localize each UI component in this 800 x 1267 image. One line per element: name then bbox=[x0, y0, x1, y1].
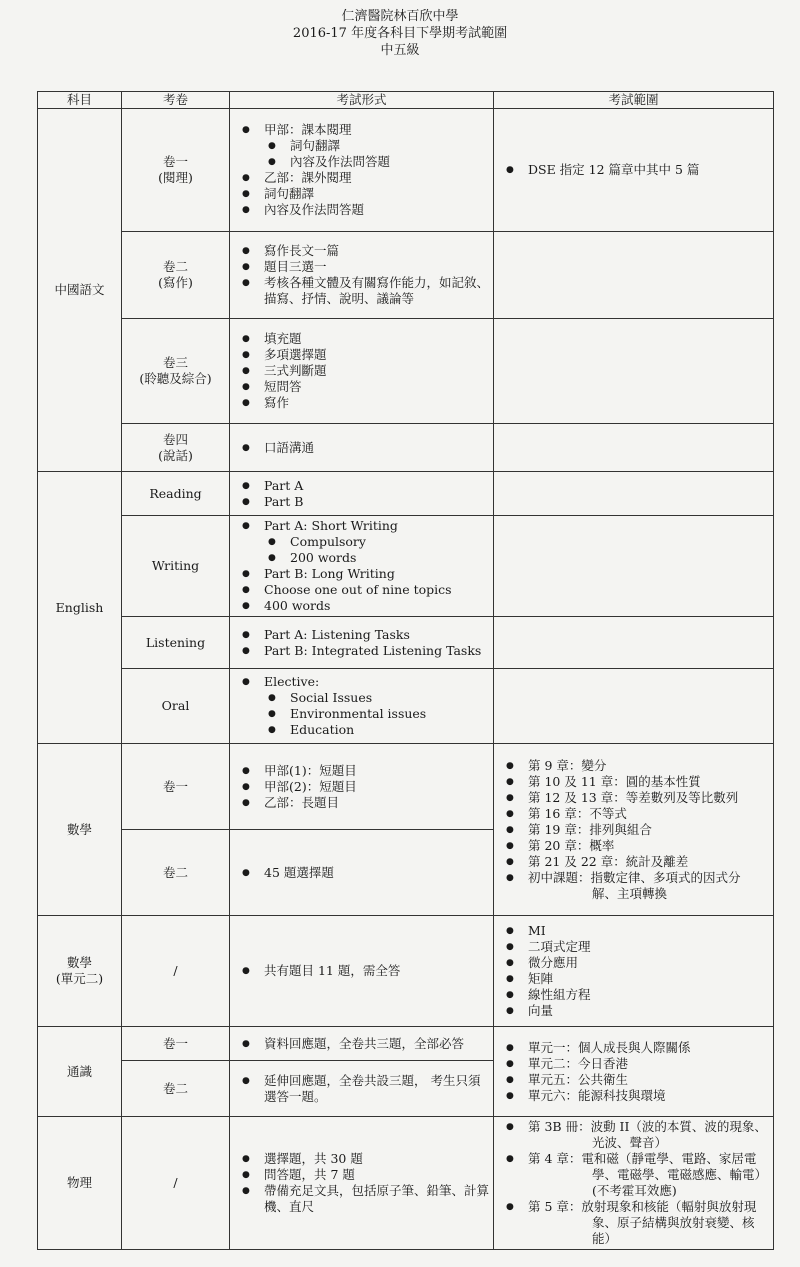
list-item bbox=[242, 643, 489, 659]
paper-cell bbox=[122, 424, 230, 472]
list-item-text: 第 12 及 13 章：等差數列及等比數列 bbox=[528, 789, 739, 805]
list-item bbox=[506, 1003, 769, 1019]
list-item bbox=[242, 259, 489, 275]
list-item bbox=[506, 971, 769, 987]
paper-subtitle: (寫作) bbox=[158, 275, 193, 290]
list-item-text: 向量 bbox=[528, 1003, 554, 1018]
format-cell bbox=[230, 669, 494, 744]
paper-cell: Writing bbox=[122, 516, 230, 617]
list-item bbox=[242, 395, 489, 411]
list-item bbox=[242, 186, 489, 202]
paper-name: 卷一 bbox=[162, 154, 188, 169]
grade-label: 中五級 bbox=[380, 43, 420, 58]
list-item-text: 三式判斷題 bbox=[264, 363, 327, 378]
table-row bbox=[38, 1117, 774, 1250]
list-item-text: DSE 指定 12 篇章中其中 5 篇 bbox=[528, 162, 700, 177]
list-item bbox=[242, 598, 489, 614]
list-item-text: 單元一：個人成長與人際關係 bbox=[528, 1039, 691, 1055]
list-item-text: 多項選擇題 bbox=[264, 347, 327, 362]
list-item bbox=[506, 1151, 769, 1199]
list-item-text: 第 5 章：放射現象和核能（輻射與放射現 bbox=[528, 1199, 757, 1214]
list-item-text: Social Issues bbox=[290, 690, 373, 705]
list-item bbox=[506, 870, 769, 902]
format-cell bbox=[230, 617, 494, 669]
list-item-text: 單元五：公共衛生 bbox=[528, 1071, 629, 1087]
list-item-text: 第 3B 冊：波動 II（波的本質、波的現象、 bbox=[528, 1119, 767, 1134]
list-item-text: 延伸回應題，全卷共設三題， 考生只須選答一題。 bbox=[264, 1072, 481, 1104]
list-item-text: Part A: Short Writing bbox=[264, 518, 398, 533]
format-list bbox=[234, 1073, 489, 1105]
list-item-text: 第 16 章：不等式 bbox=[528, 805, 627, 821]
list-item-text: 問答題，共 7 題 bbox=[264, 1167, 355, 1182]
list-item bbox=[242, 1151, 489, 1167]
list-item bbox=[242, 865, 489, 881]
list-item bbox=[242, 795, 489, 811]
list-item bbox=[242, 478, 489, 494]
table-row bbox=[38, 617, 774, 669]
list-item bbox=[506, 790, 769, 806]
list-item-text: 45 題選擇題 bbox=[264, 864, 334, 880]
list-item-text: 單元二：今日香港 bbox=[528, 1055, 629, 1071]
subject-name: 數學 bbox=[66, 955, 92, 970]
list-item bbox=[242, 331, 489, 347]
paper-subtitle: (聆聽及綜合) bbox=[139, 371, 212, 386]
list-item-text: 第 21 及 22 章：統計及離差 bbox=[528, 853, 689, 869]
list-item bbox=[242, 122, 489, 138]
paper-name: 卷二 bbox=[162, 259, 188, 274]
list-item-text: Environmental issues bbox=[290, 706, 427, 721]
format-list bbox=[234, 865, 489, 881]
list-item-text: 甲部：課本閱理 bbox=[264, 122, 352, 137]
list-item bbox=[242, 779, 489, 795]
list-item-text: 第 4 章：電和磁（靜電學、電路、家居電 bbox=[528, 1151, 757, 1166]
school-name: 仁濟醫院林百欣中學 bbox=[341, 9, 459, 24]
format-list bbox=[234, 478, 489, 510]
list-item-text: 第 19 章：排列與組合 bbox=[528, 821, 652, 837]
table-row bbox=[38, 109, 774, 232]
list-item bbox=[506, 806, 769, 822]
col-header-subject: 科目 bbox=[38, 92, 122, 109]
paper-cell: 卷二 bbox=[122, 830, 230, 916]
list-item-text: 初中課題：指數定律、多項式的因式分 bbox=[528, 869, 741, 885]
list-item-text: Part A bbox=[264, 477, 304, 493]
list-item-text: 短問答 bbox=[264, 379, 302, 394]
format-cell bbox=[230, 744, 494, 830]
list-item bbox=[242, 674, 489, 690]
list-item-continuation: 光波、聲音） bbox=[592, 1135, 668, 1150]
list-item-continuation: 象、原子結構與放射衰變、核能） bbox=[592, 1215, 755, 1246]
list-item-text: 甲部(1)：短題目 bbox=[264, 762, 357, 778]
list-item bbox=[242, 379, 489, 395]
format-cell bbox=[230, 472, 494, 516]
list-item bbox=[242, 363, 489, 379]
subject-m2 bbox=[38, 916, 122, 1027]
format-cell bbox=[230, 424, 494, 472]
list-item bbox=[506, 1072, 769, 1088]
format-cell bbox=[230, 1027, 494, 1061]
list-item-text: 口語溝通 bbox=[264, 439, 315, 455]
format-list bbox=[234, 1036, 489, 1052]
format-list bbox=[234, 518, 489, 614]
scope-list bbox=[498, 1119, 769, 1247]
subject-subtitle: (單元二) bbox=[55, 971, 104, 986]
list-item-text: 考核各種文體及有關寫作能力，如記敘、描寫、抒情、說明、議論等 bbox=[264, 275, 490, 306]
paper-subtitle: (閱理) bbox=[158, 170, 193, 185]
list-item-continuation: 解、主項轉換 bbox=[592, 885, 668, 901]
scope-cell bbox=[494, 669, 774, 744]
format-cell bbox=[230, 232, 494, 319]
paper-name: 卷三 bbox=[162, 355, 188, 370]
list-item bbox=[242, 582, 489, 598]
list-item bbox=[506, 854, 769, 870]
header-row bbox=[38, 92, 774, 109]
list-item bbox=[506, 758, 769, 774]
format-list bbox=[234, 331, 489, 411]
list-item bbox=[506, 987, 769, 1003]
list-item bbox=[506, 162, 769, 178]
list-item-text: 微分應用 bbox=[528, 955, 579, 970]
col-header-format: 考試形式 bbox=[230, 92, 494, 109]
format-cell bbox=[230, 319, 494, 424]
format-list bbox=[234, 627, 489, 659]
list-item-text: 詞句翻譯 bbox=[290, 138, 341, 153]
list-item bbox=[242, 1167, 489, 1183]
scope-list bbox=[498, 923, 769, 1019]
format-list bbox=[234, 122, 489, 218]
paper-cell: / bbox=[122, 916, 230, 1027]
list-item bbox=[242, 1036, 489, 1052]
list-item-text: Elective: bbox=[264, 674, 320, 689]
list-item-text: 寫作長文一篇 bbox=[264, 243, 340, 258]
list-item-text: 寫作 bbox=[264, 395, 290, 410]
list-item bbox=[242, 763, 489, 779]
list-item-text: Compulsory bbox=[290, 534, 366, 549]
format-cell bbox=[230, 916, 494, 1027]
list-item bbox=[506, 1088, 769, 1104]
scope-cell bbox=[494, 319, 774, 424]
list-item bbox=[242, 706, 489, 722]
list-item bbox=[242, 690, 489, 706]
scope-list bbox=[498, 162, 769, 178]
paper-cell: / bbox=[122, 1117, 230, 1250]
format-cell bbox=[230, 109, 494, 232]
scope-cell bbox=[494, 109, 774, 232]
list-item bbox=[242, 275, 489, 307]
list-item-text: Choose one out of nine topics bbox=[264, 582, 452, 597]
list-item bbox=[242, 243, 489, 259]
subject-chinese: 中國語文 bbox=[38, 109, 122, 472]
list-item-text: 第 9 章：變分 bbox=[528, 757, 607, 773]
scope-cell bbox=[494, 424, 774, 472]
list-item-text: 詞句翻譯 bbox=[264, 186, 315, 201]
list-item-text: 線性組方程 bbox=[528, 987, 591, 1002]
paper-cell: 卷一 bbox=[122, 744, 230, 830]
scope-cell bbox=[494, 916, 774, 1027]
scope-cell bbox=[494, 232, 774, 319]
list-item bbox=[242, 347, 489, 363]
subject-ls: 通識 bbox=[38, 1027, 122, 1117]
list-item-text: Education bbox=[290, 722, 355, 737]
format-list bbox=[234, 440, 489, 456]
list-item bbox=[506, 774, 769, 790]
list-item-text: 單元六：能源科技與環境 bbox=[528, 1087, 666, 1103]
list-item bbox=[506, 1040, 769, 1056]
table-row bbox=[38, 744, 774, 830]
format-list bbox=[234, 674, 489, 738]
doc-title: 2016-17 年度各科目下學期考試範圍 bbox=[292, 26, 508, 41]
scope-cell bbox=[494, 1027, 774, 1117]
page-header bbox=[0, 8, 800, 59]
list-item-text: 200 words bbox=[290, 550, 357, 565]
list-item bbox=[242, 1073, 489, 1105]
paper-cell: 卷一 bbox=[122, 1027, 230, 1061]
list-item-text: MI bbox=[528, 923, 546, 938]
scope-cell bbox=[494, 516, 774, 617]
list-item bbox=[506, 822, 769, 838]
exam-scope-table bbox=[37, 91, 774, 1250]
list-item bbox=[242, 534, 489, 550]
scope-cell bbox=[494, 1117, 774, 1250]
list-item bbox=[242, 566, 489, 582]
format-cell bbox=[230, 1061, 494, 1117]
list-item-text: 內容及作法問答題 bbox=[264, 202, 365, 217]
list-item-text: 矩陣 bbox=[528, 971, 554, 986]
table-row bbox=[38, 232, 774, 319]
scope-cell bbox=[494, 744, 774, 916]
list-item-text: 第 20 章：概率 bbox=[528, 837, 615, 853]
list-item-continuation: (不考霍耳效應) bbox=[592, 1183, 677, 1198]
paper-cell bbox=[122, 232, 230, 319]
list-item bbox=[242, 440, 489, 456]
format-cell bbox=[230, 1117, 494, 1250]
list-item bbox=[242, 722, 489, 738]
list-item-text: 題目三選一 bbox=[264, 259, 327, 274]
scope-list bbox=[498, 758, 769, 902]
list-item bbox=[506, 838, 769, 854]
format-list bbox=[234, 1151, 489, 1215]
table-row bbox=[38, 319, 774, 424]
table-row bbox=[38, 916, 774, 1027]
list-item-text: 乙部：長題目 bbox=[264, 794, 340, 810]
list-item bbox=[506, 1056, 769, 1072]
format-cell bbox=[230, 516, 494, 617]
list-item bbox=[242, 170, 489, 186]
table-row bbox=[38, 472, 774, 516]
col-header-paper: 考卷 bbox=[122, 92, 230, 109]
list-item bbox=[242, 627, 489, 643]
list-item-text: 二項式定理 bbox=[528, 939, 591, 954]
list-item-text: Part B bbox=[264, 493, 304, 509]
list-item bbox=[242, 154, 489, 170]
subject-physics: 物理 bbox=[38, 1117, 122, 1250]
format-list bbox=[234, 243, 489, 307]
list-item bbox=[242, 518, 489, 534]
table-row bbox=[38, 424, 774, 472]
list-item bbox=[242, 202, 489, 218]
paper-cell: Listening bbox=[122, 617, 230, 669]
list-item-text: 乙部：課外閱理 bbox=[264, 170, 352, 185]
list-item-text: Part B: Long Writing bbox=[264, 566, 395, 581]
paper-cell: 卷二 bbox=[122, 1061, 230, 1117]
paper-cell bbox=[122, 109, 230, 232]
table-row bbox=[38, 669, 774, 744]
list-item-text: 400 words bbox=[264, 598, 331, 613]
list-item-text: 資料回應題，全卷共三題，全部必答 bbox=[264, 1035, 465, 1051]
paper-cell: Oral bbox=[122, 669, 230, 744]
list-item bbox=[506, 1199, 769, 1247]
list-item-text: Part A: Listening Tasks bbox=[264, 626, 410, 642]
list-item-text: 選擇題，共 30 題 bbox=[264, 1151, 363, 1166]
list-item-text: 帶備充足文具，包括原子筆、鉛筆、計算機、直尺 bbox=[264, 1183, 490, 1214]
list-item bbox=[506, 955, 769, 971]
list-item-text: 第 10 及 11 章：圓的基本性質 bbox=[528, 773, 701, 789]
subject-english: English bbox=[38, 472, 122, 744]
subject-maths: 數學 bbox=[38, 744, 122, 916]
list-item bbox=[242, 494, 489, 510]
list-item-text: 填充題 bbox=[264, 331, 302, 346]
table-row bbox=[38, 1027, 774, 1061]
list-item bbox=[242, 1183, 489, 1215]
scope-cell bbox=[494, 472, 774, 516]
format-cell bbox=[230, 830, 494, 916]
list-item bbox=[242, 963, 489, 979]
list-item bbox=[506, 923, 769, 939]
list-item-text: 共有題目 11 題，需全答 bbox=[264, 963, 401, 978]
format-list bbox=[234, 763, 489, 811]
paper-subtitle: (說話) bbox=[158, 447, 193, 463]
table-row bbox=[38, 516, 774, 617]
paper-cell: Reading bbox=[122, 472, 230, 516]
list-item bbox=[506, 1119, 769, 1151]
list-item bbox=[242, 138, 489, 154]
list-item-continuation: 學、電磁學、電磁感應、輸電） bbox=[592, 1167, 768, 1182]
scope-cell bbox=[494, 617, 774, 669]
paper-name: 卷四 bbox=[162, 431, 188, 447]
format-list bbox=[234, 963, 489, 979]
list-item-text: 內容及作法問答題 bbox=[290, 154, 391, 169]
list-item bbox=[242, 550, 489, 566]
paper-cell bbox=[122, 319, 230, 424]
list-item bbox=[506, 939, 769, 955]
scope-list bbox=[498, 1040, 769, 1104]
list-item-text: Part B: Integrated Listening Tasks bbox=[264, 642, 482, 658]
col-header-scope: 考試範圍 bbox=[494, 92, 774, 109]
list-item-text: 甲部(2)：短題目 bbox=[264, 778, 357, 794]
